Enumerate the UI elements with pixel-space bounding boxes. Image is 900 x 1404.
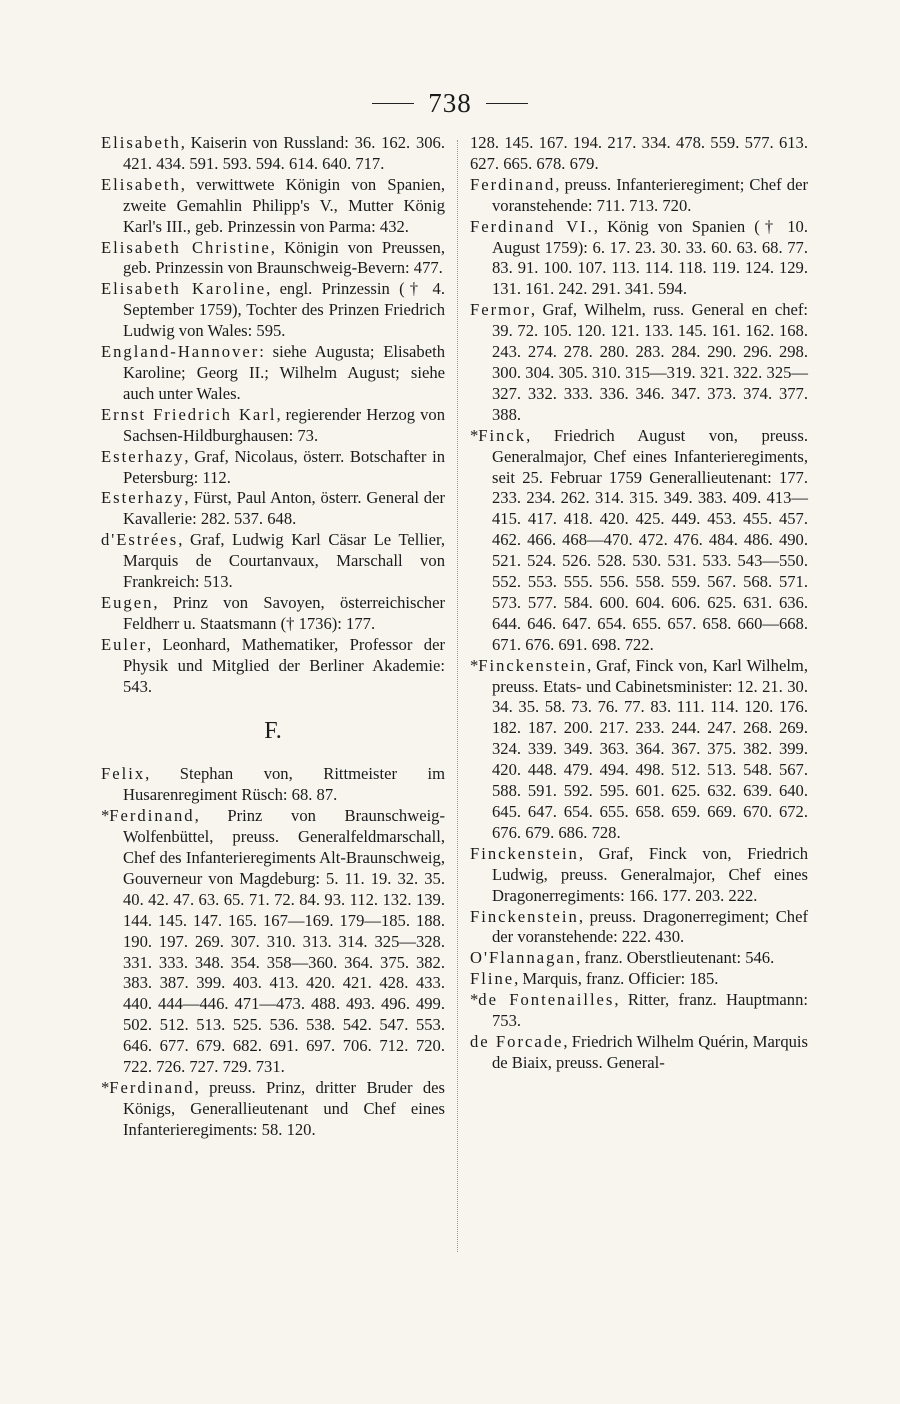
index-entry xyxy=(101,593,445,635)
entry-text: , Kaiserin von Russland: 36. 162. 306. 421. 434. 591. 593. 594. 614. 640. 717. xyxy=(123,133,445,173)
entry-headword: d'Estrées xyxy=(101,530,179,550)
entry-headword: de Fontenailles xyxy=(478,990,615,1010)
entry-text: , Königin von Preussen, geb. Prinzessin von Braunschweig-Bevern: 477. xyxy=(123,237,445,278)
entry-text: , preuss. Dragonerregiment; Chef der voranstehende: 222. 430. xyxy=(492,906,808,947)
entry-text: , engl. Prinzessin († 4. September 1759), Tochter des Prinzen Friedrich Ludwig von Wales: 595. xyxy=(123,279,445,341)
entry-headword: Ferdinand xyxy=(109,806,195,826)
page-number: 738 xyxy=(428,88,472,118)
entry-headword: Ferdinand xyxy=(470,174,556,194)
index-entry xyxy=(101,806,445,1078)
entry-text: , regierender Herzog von Sachsen-Hildburghausen: 73. xyxy=(123,404,445,445)
entry-headword: Felix xyxy=(101,764,146,784)
entry-text: , Prinz von Braunschweig-Wolfenbüttel, preuss. Generalfeldmarschall, Chef des Infanterieregiments Alt-Braunschweig, Gouverneur von Magdeburg: 5. 11. 19. 32. 35. 40. 42. 47. 63. 65. 71. 72. 84. 93. 112. 132. 139. 144. 145. 147. 165. 167—169. 179—185. 188. 190. 197. 269. 307. 310. 313. 314. 325—328. 331. 333. 348. 354. 358—360. 364. 375. 382. 383. 387. 399. 403. 413. 420. 421. 428. 433. 440. 444—446. 471—473. 488. 493. 496. 499. 502. 512. 513. 525. 536. 538. 542. 547. 553. 646. 677. 679. 682. 691. 697. 706. 712. 720. 722. 726. 727. 729. 731. xyxy=(123,806,445,1077)
entry-headword: Finckenstein xyxy=(470,843,579,863)
entry-star: * xyxy=(101,1077,110,1097)
right-entries xyxy=(470,133,808,1074)
index-entry xyxy=(101,764,445,806)
entry-headword: Fermor xyxy=(470,300,531,320)
entry-headword: Esterhazy xyxy=(101,488,185,508)
index-entry xyxy=(470,175,808,217)
index-entry xyxy=(101,342,445,405)
entry-headword: O'Flannagan xyxy=(470,948,577,968)
entry-headword: Elisabeth xyxy=(101,174,181,194)
entry-text: , Fürst, Paul Anton, österr. General der Kavallerie: 282. 537. 648. xyxy=(123,488,445,529)
index-entry xyxy=(101,1078,445,1141)
entry-text: , Graf, Finck von, Karl Wilhelm, preuss. Etats- und Cabinetsminister: 12. 21. 30. 34. 35. 58. 73. 76. 77. 83. 111. 114. 120. 176. 182. 187. 200. 217. 233. 244. 247. 268. 269. 324. 339. 349. 363. 364. 367. 375. 382. 399. 420. 448. 479. 494. 498. 512. 513. 548. 567. 588. 591. 592. 595. 601. 625. 632. 639. 640. 645. 647. 654. 655. 658. 659. 669. 670. 672. 676. 679. 686. 728. xyxy=(492,655,808,842)
entry-text: , Graf, Ludwig Karl Cäsar Le Tellier, Marquis de Courtanvaux, Marschall von Frankreich: 513. xyxy=(123,530,445,592)
entry-text: , Graf, Wilhelm, russ. General en chef: 39. 72. 105. 120. 121. 133. 145. 161. 162. 168. 243. 274. 278. 280. 283. 284. 290. 296. 298. 300. 304. 305. 310. 315—319. 321. 322. 325—327. 332. 333. 336. 346. 347. 373. 374. 377. 388. xyxy=(492,300,808,424)
entry-headword: Euler xyxy=(101,634,147,654)
right-column xyxy=(470,133,808,1074)
entry-headword: Finck xyxy=(478,425,527,445)
index-entry xyxy=(470,426,808,656)
entry-headword: Elisabeth Karoline xyxy=(101,279,267,299)
entry-headword: Eugen xyxy=(101,592,154,612)
index-entry xyxy=(470,217,808,301)
entry-headword: Finckenstein xyxy=(470,906,579,926)
entry-text: , Friedrich August von, preuss. Generalmajor, Chef eines Infanterieregiments, seit 25. Februar 1759 Generallieutenant: 177. 233. 234. 262. 314. 315. 349. 383. 409. 413—415. 417. 418. 420. 425. 449. 453. 455. 457. 462. 466. 468—470. 472. 476. 484. 486. 490. 521. 524. 526. 528. 530. 531. 533. 543—550. 552. 553. 555. 556. 558. 559. 567. 568. 571. 573. 577. 584. 600. 604. 606. 625. 631. 636. 644. 646. 647. 654. 655. 657. 658. 660—668. 671. 676. 691. 698. 722. xyxy=(492,425,808,654)
page-header xyxy=(0,88,900,119)
entry-text: , Graf, Finck von, Friedrich Ludwig, preuss. Generalmajor, Chef eines Dragonerregiments: 166. 177. 203. 222. xyxy=(492,843,808,905)
column-divider xyxy=(457,140,458,1252)
entry-text: : siehe Augusta; Elisabeth Karoline; Georg II.; Wilhelm August; siehe auch unter Wales. xyxy=(123,342,445,403)
left-column xyxy=(101,133,445,1141)
header-rule-left xyxy=(372,103,414,104)
header-rule-right xyxy=(486,103,528,104)
entry-text: , Ritter, franz. Hauptmann: 753. xyxy=(492,990,808,1031)
index-entry xyxy=(101,488,445,530)
entry-text: , Leonhard, Mathematiker, Professor der Physik und Mitglied der Berliner Akademie: 543. xyxy=(123,634,445,696)
entry-headword: Ferdinand VI. xyxy=(470,216,594,236)
entry-headword: England-Hannover xyxy=(101,342,260,362)
index-entry xyxy=(101,635,445,698)
index-entry xyxy=(470,133,808,175)
index-entry xyxy=(470,907,808,949)
entry-text: , Stephan von, Rittmeister im Husarenregiment Rüsch: 68. 87. xyxy=(123,764,445,805)
index-entry xyxy=(470,948,808,969)
entry-headword: Ferdinand xyxy=(109,1077,195,1097)
entry-text: , Friedrich Wilhelm Quérin, Marquis de Biaix, preuss. General- xyxy=(492,1031,808,1072)
index-entry xyxy=(101,133,445,175)
entry-text: , verwittwete Königin von Spanien, zweite Gemahlin Philipp's V., Mutter König Karl's III., geb. Prinzessin von Parma: 432. xyxy=(123,174,445,236)
index-entry xyxy=(470,990,808,1032)
index-entry xyxy=(470,1032,808,1074)
entry-text: , Graf, Nicolaus, österr. Botschafter in Petersburg: 112. xyxy=(123,446,445,487)
entry-text: , preuss. Prinz, dritter Bruder des Königs, Generallieutenant und Chef eines Infanterieregiments: 58. 120. xyxy=(123,1077,445,1139)
index-entry xyxy=(101,405,445,447)
entry-headword: de Forcade xyxy=(470,1031,564,1051)
entry-headword: Elisabeth Christine xyxy=(101,237,271,257)
index-entry xyxy=(470,844,808,907)
entry-text: , franz. Oberstlieutenant: 546. xyxy=(576,948,775,968)
entry-text: , Prinz von Savoyen, österreichischer Feldherr u. Staatsmann († 1736): 177. xyxy=(123,592,445,633)
entry-text: 128. 145. 167. 194. 217. 334. 478. 559. 577. 613. 627. 665. 678. 679. xyxy=(470,133,808,173)
index-entry xyxy=(470,656,808,844)
entry-text: , Marquis, franz. Officier: 185. xyxy=(514,969,719,989)
entry-headword: Finckenstein xyxy=(478,655,588,675)
entry-text: , preuss. Infanterieregiment; Chef der voranstehende: 711. 713. 720. xyxy=(492,174,808,215)
left-entries-after xyxy=(101,764,445,1140)
index-entry xyxy=(101,175,445,238)
entry-star: * xyxy=(470,425,479,445)
entry-star: * xyxy=(470,990,479,1010)
index-entry xyxy=(101,530,445,593)
index-entry xyxy=(470,969,808,990)
entry-star: * xyxy=(470,655,479,675)
section-letter: F. xyxy=(264,718,282,745)
entry-headword: Ernst Friedrich Karl xyxy=(101,404,277,424)
entry-star: * xyxy=(101,806,110,826)
index-entry xyxy=(101,279,445,342)
index-entry xyxy=(470,300,808,425)
entry-headword: Elisabeth xyxy=(101,133,181,152)
entry-headword: Fline xyxy=(470,969,515,989)
index-entry xyxy=(101,447,445,489)
index-entry xyxy=(101,238,445,280)
left-entries xyxy=(101,133,445,697)
entry-headword: Esterhazy xyxy=(101,446,185,466)
entry-text: , König von Spanien († 10. August 1759): 6. 17. 23. 30. 33. 60. 63. 68. 77. 83. 91. 100. 107. 113. 114. 118. 119. 124. 129. 131. 161. 242. 291. 341. 594. xyxy=(492,216,808,299)
